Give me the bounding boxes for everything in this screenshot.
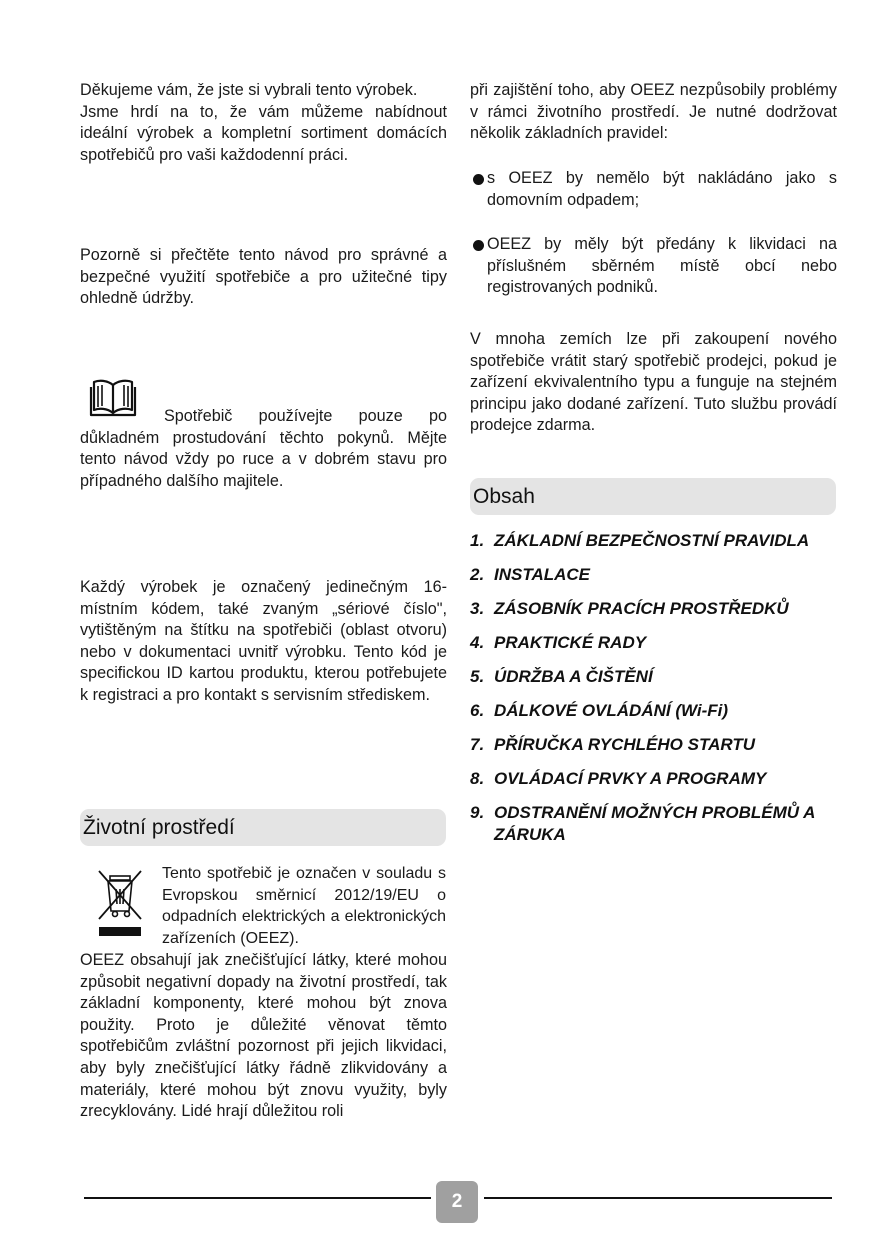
toc-number: 6. xyxy=(470,701,485,720)
environment-heading: Životní prostředí xyxy=(80,809,446,846)
toc-title: PRAKTICKÉ RADY xyxy=(494,633,647,652)
bullet-text: s OEEZ by nemělo být nakládáno jako s domovním odpadem; xyxy=(487,169,837,209)
toc-title: ODSTRANĚNÍ MOŽNÝCH PROBLÉMŮ A ZÁRUKA xyxy=(494,803,815,844)
toc-title: PŘÍRUČKA RYCHLÉHO STARTU xyxy=(494,735,755,754)
page-number: 2 xyxy=(436,1181,478,1223)
toc-number: 3. xyxy=(470,599,485,618)
toc-item[interactable] xyxy=(470,666,850,688)
bullet-item xyxy=(470,168,837,211)
toc-title: DÁLKOVÉ OVLÁDÁNÍ (Wi-Fi) xyxy=(494,701,729,720)
toc-item[interactable] xyxy=(470,700,850,722)
serial-number-paragraph: Každý výrobek je označený jedinečným 16-místním kódem, také zvaným „sériové číslo", vytištěným na štítku na spotřebiči (oblast otvoru) nebo v dokumentaci uvnitř výrobku. Tento kód je specifickou ID kartou produktu, kterou potřebujete k registraci a pro kontakt s servisním střediskem. xyxy=(80,578,447,704)
toc-number: 2. xyxy=(470,565,485,584)
footer-rule-left xyxy=(84,1197,431,1199)
toc-item[interactable] xyxy=(470,564,850,586)
toc-number: 7. xyxy=(470,735,485,754)
toc-title: ÚDRŽBA A ČIŠTĚNÍ xyxy=(494,667,653,686)
bullet-text: OEEZ by měly být předány k likvidaci na příslušném sběrném místě obcí nebo registrovaných podniků. xyxy=(487,235,837,297)
toc-item[interactable] xyxy=(470,530,850,552)
toc-number: 1. xyxy=(470,531,485,550)
toc-item[interactable] xyxy=(470,802,850,846)
toc-title: ZÁSOBNÍK PRACÍCH PROSTŘEDKŮ xyxy=(494,599,789,618)
toc-item[interactable] xyxy=(470,734,850,756)
weee-rules-paragraph: při zajištění toho, aby OEEZ nezpůsobily problémy v rámci životního prostředí. Je nutné dodržovat několik základních pravidel: xyxy=(470,81,837,143)
toc-item[interactable] xyxy=(470,632,850,654)
toc-title: INSTALACE xyxy=(494,565,591,584)
thanks-paragraph: Děkujeme vám, že jste si vybrali tento výrobek. xyxy=(80,81,418,99)
toc-number: 5. xyxy=(470,667,485,686)
read-carefully-paragraph: Pozorně si přečtěte tento návod pro správné a bezpečné využití spotřebiče a pro užitečné tipy ohledně údržby. xyxy=(80,246,447,308)
contents-heading: Obsah xyxy=(470,478,836,515)
toc-item[interactable] xyxy=(470,768,850,790)
manual-usage-paragraph: Spotřebič používejte pouze po důkladném prostudování těchto pokynů. Mějte tento návod vždy po ruce a v dobrém stavu pro případného dalšího majitele. xyxy=(80,407,447,490)
retailer-return-paragraph: V mnoha zemích lze při zakoupení nového spotřebiče vrátit starý spotřebič prodejci, pokud je zařízení ekvivalentního typu a funguje na stejném principu jako dodané zařízení. Tuto službu provádí prodejce zdarma. xyxy=(470,330,837,435)
bullet-dot xyxy=(473,240,484,251)
toc-title: OVLÁDACÍ PRVKY A PROGRAMY xyxy=(494,769,767,788)
toc-number: 4. xyxy=(470,633,485,652)
footer-rule-right xyxy=(484,1197,832,1199)
bullet-item xyxy=(470,234,837,299)
toc-title: ZÁKLADNÍ BEZPEČNOSTNÍ PRAVIDLA xyxy=(494,531,810,550)
intro-thanks xyxy=(80,80,447,166)
crossed-out-wheelie-bin-icon xyxy=(95,867,145,941)
toc-number: 8. xyxy=(470,769,485,788)
bullet-dot xyxy=(473,174,484,185)
toc-item[interactable] xyxy=(470,598,850,620)
toc-number: 9. xyxy=(470,803,485,822)
weee-directive-paragraph: Tento spotřebič je označen v souladu s Evropskou směrnicí 2012/19/EU o odpadních elektrických a elektronických zařízeních (OEEZ). xyxy=(162,865,446,947)
weee-info-paragraph: OEEZ obsahují jak znečišťující látky, které mohou způsobit negativní dopady na životní prostředí, tak základní komponenty, které mohou být znova použity. Proto je důležité věnovat těmto spotřebičům zvláštní pozornost při jejich likvidaci, aby byly znečišťující látky řádně zlikvidovány a materiály, které mohou být znovu využity, byly zrecyklovány. Lidé hrají důležitou roli xyxy=(80,951,447,1121)
proud-paragraph: Jsme hrdí na to, že vám můžeme nabídnout ideální výrobek a kompletní sortiment domácích spotřebičů pro vaši každodenní práci. xyxy=(80,102,447,164)
